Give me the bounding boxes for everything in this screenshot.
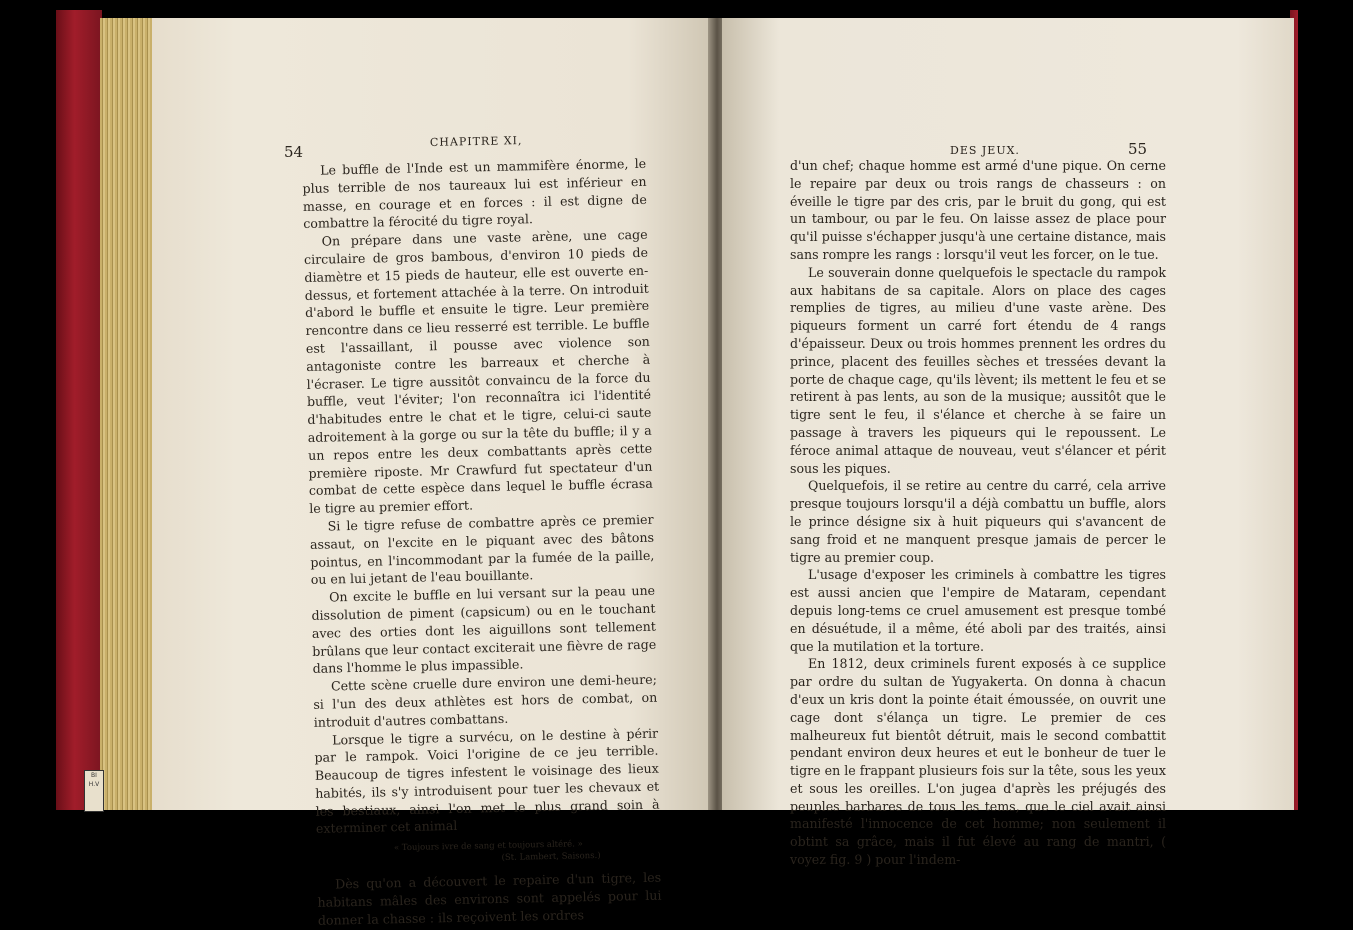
paragraph: On prépare dans une vaste arène, une cage circulaire de gros bambous, d'environ 10 pieds de diamètre et 15 pieds de hauteur, elle est ouverte en-dessus, et fortement attachée à la terre. On introduit d'abord le buffle et ensuite le tigre. Leur première rencontre dans ce lieu resserré est terrible. Le buffle est l'assaillant, il pousse avec violence son antagoniste contre les barreaux et cherche à l'écraser. Le tigre aussitôt convaincu de la force du buffle, veut l'éviter; l'on reconnaîtra ici l'identité d'habitudes entre le chat et le tigre, celui-ci saute adroitement à la gorge ou sur la tête du buffle; il y a un repos entre les deux combattants après cette première riposte. Mr Crawfurd fut spectateur d'un combat de cette espèce dans lequel le buffle écrasa le tigre au premier effort. (303, 226, 653, 517)
spine-label (84, 770, 104, 812)
spine-label-line: H.V (88, 781, 100, 788)
running-head: DES JEUX. (950, 144, 1020, 157)
paragraph: On excite le buffle en lui versant sur la peau une dissolution de piment (capsicum) ou en le touchant avec des orties dont les aiguillons sont tellement brûlans que leur contact exciterait une fièvre de rage dans l'homme le plus impassible. (311, 582, 657, 677)
paragraph: Le souverain donne quelquefois le spectacle du rampok aux habitans de sa capitale. Alors on place des cages remplies de tigres, au milieu d'une vaste arène. Des piqueurs forment un carré fort étendu de 4 rangs d'épaisseur. Deux ou trois hommes prennent les ordres du prince, placent des feuilles sèches et tressées devant la porte de chaque cage, qu'ils lèvent; ils mettent le feu et se retirent à pas lents, au son de la musique; aussitôt que le tigre sent le feu, il s'élance et cherche à se faire un passage à travers les piqueurs qui le repoussent. Le féroce animal attaque de nouveau, veut s'élancer et périt sous les piques. (790, 264, 1166, 476)
paragraph: Lorsque le tigre a survécu, on le destine à périr par le rampok. Voici l'origine de ce jeu terrible. Beaucoup de tigres infestent le voisinage des lieux habités, ils s'y introduisent pour tuer les chevaux et les bestiaux, ainsi l'on met le plus grand soin à exterminer cet animal (314, 725, 660, 837)
spine-label-line: BI (91, 772, 97, 779)
epigraph (316, 837, 660, 868)
paragraph: Si le tigre refuse de combattre après ce premier assaut, on l'excite en le piquant avec des bâtons pointus, en l'incommodant par la fumée de la paille, ou en lui jetant de l'eau bouillante. (309, 511, 655, 588)
page-number: 54 (284, 143, 304, 161)
right-page (722, 18, 1294, 868)
page-body (302, 155, 662, 930)
epigraph-text: « Toujours ivre de sang et toujours altéré. » (393, 839, 583, 854)
paragraph: Le buffle de l'Inde est un mammifère énorme, le plus terrible de nos taureaux lui est inférieur en masse, en courage et en forces : il est digne de combattre la férocité du tigre royal. (302, 155, 648, 232)
running-head: CHAPITRE XI, (429, 134, 523, 149)
left-page (152, 18, 712, 928)
paragraph: L'usage d'exposer les criminels à combattre les tigres est aussi ancien que l'empire de Mataram, cependant depuis long-tems ce cruel amusement est presque tombé en désuétude, il a même, été aboli par des traités, ainsi que la mutilation et la torture. (790, 567, 1166, 654)
paragraph: d'un chef; chaque homme est armé d'une pique. On cerne le repaire par deux ou trois rangs de chasseurs : on éveille le tigre par des cris, par le bruit du gong, qui est un tambour, ou par le feu. On laisse assez de place pour qu'il puisse s'échapper jusqu'à une certaine distance, mais sans rompre les rangs : lorsqu'il veut les forcer, on le tue. (790, 158, 1166, 262)
page-body (790, 157, 1166, 869)
paragraph: Cette scène cruelle dure environ une demi-heure; si l'un des deux athlètes est hors de combat, on introduit d'autres combattans. (313, 671, 658, 730)
paragraph: Quelquefois, il se retire au centre du carré, cela arrive presque toujours lorsqu'il a déjà combattu un buffle, alors le prince désigne six à huit piqueurs qui s'avancent de sang froid et ne manquent presque jamais de percer le tigre au premier coup. (790, 478, 1166, 565)
book-cover-left (56, 10, 102, 810)
page-edges (100, 18, 154, 810)
page-number: 55 (1128, 140, 1148, 158)
epigraph-source: (St. Lambert, Saisons.) (501, 851, 601, 864)
paragraph: Dès qu'on a découvert le repaire d'un tigre, les habitans mâles des environs sont appelés pour lui donner la chasse : ils reçoivent les ordres (317, 869, 662, 928)
paragraph: En 1812, deux criminels furent exposés à ce supplice par ordre du sultan de Yugyakerta. On donna à chacun d'eux un kris dont la pointe était émoussée, on ouvrit une cage dont s'élança un tigre. Le premier de ces malheureux fut bientôt détruit, mais le second combattit pendant environ deux heures et eut le bonheur de tuer le tigre en le frappant plusieurs fois sur la tête, sous les yeux et sous les oreilles. L'on jugea d'après les préjugés des peuples barbares de tous les tems, que le ciel avait ainsi manifesté l'innocence de cet homme; non seulement il obtint sa grâce, mais il fut élevé au rang de mantri, ( voyez fig. 9 ) pour l'indem- (790, 656, 1166, 868)
